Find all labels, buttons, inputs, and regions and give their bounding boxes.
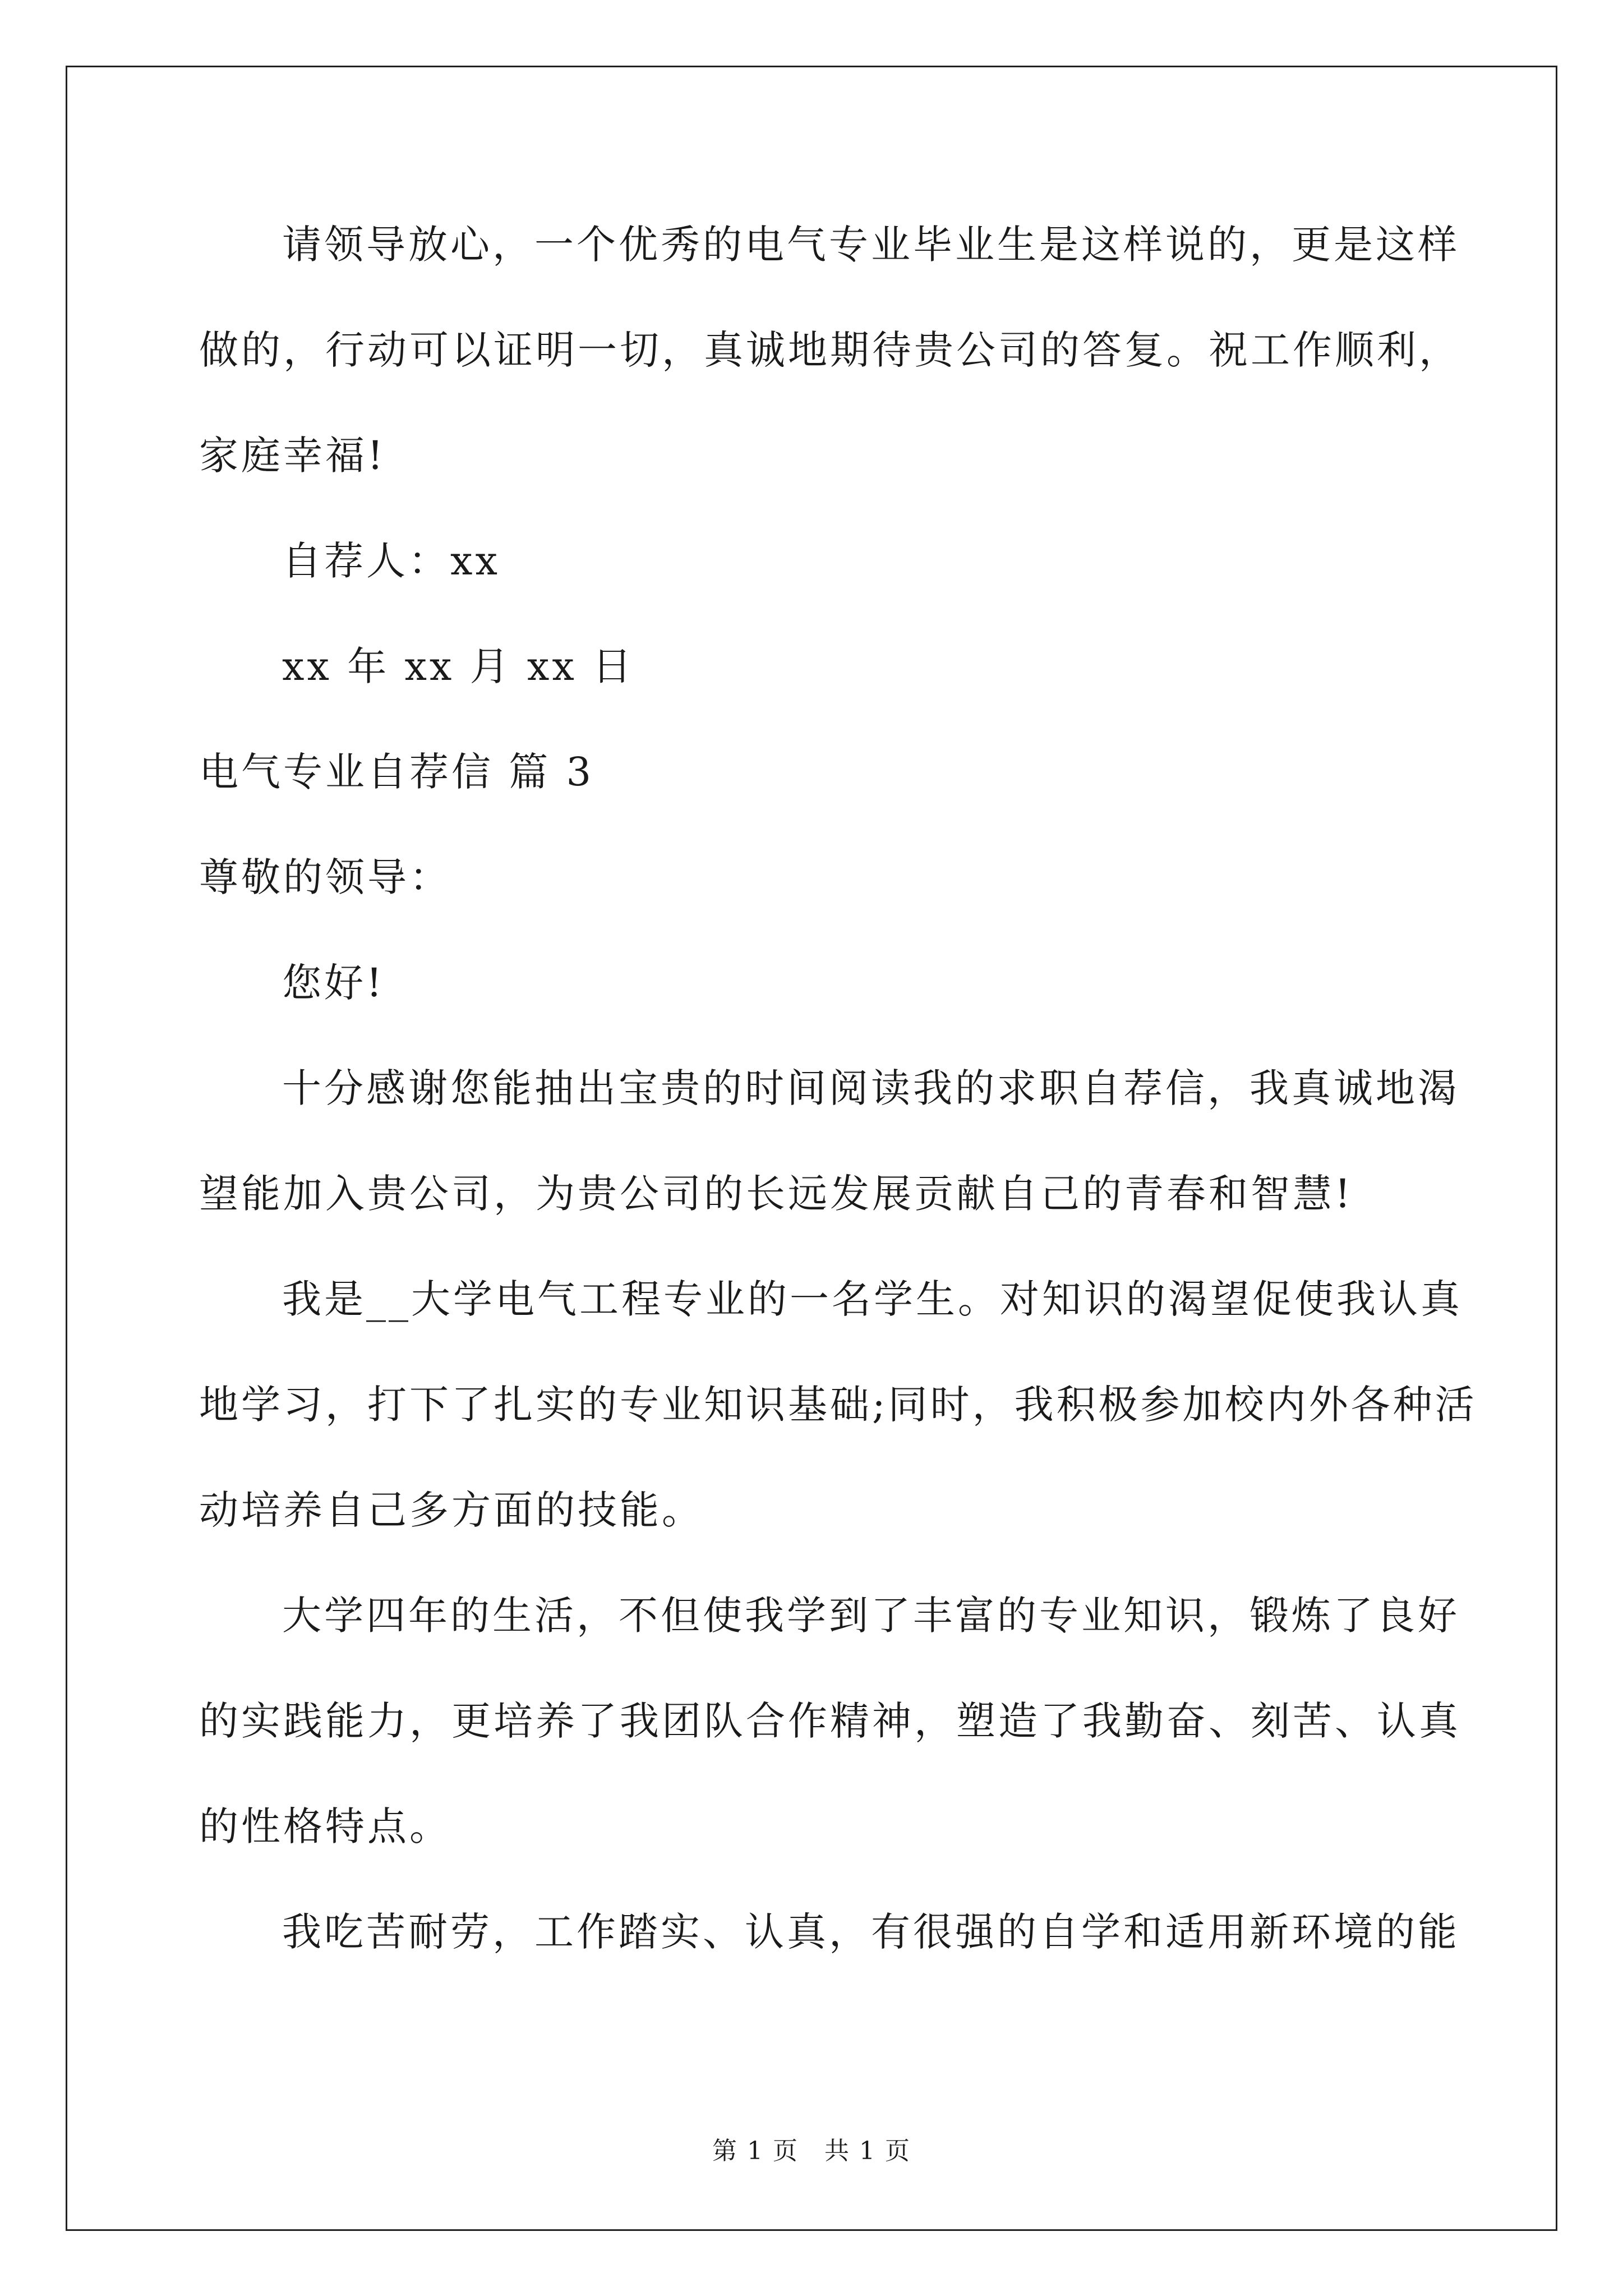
paragraph-line: 十分感谢您能抽出宝贵的时间阅读我的求职自荐信，我真诚地渴 [282, 1065, 1460, 1111]
greeting: 您好! [282, 960, 385, 1006]
salutation: 尊敬的领导： [199, 854, 451, 900]
paragraph-line: 望能加入贵公司，为贵公司的长远发展贡献自己的青春和智慧! [199, 1171, 1354, 1217]
paragraph-line: 请领导放心，一个优秀的电气专业毕业生是这样说的，更是这样 [282, 222, 1460, 268]
date-line: xx 年 xx 月 xx 日 [282, 643, 635, 689]
paragraph-line: 大学四年的生活，不但使我学到了丰富的专业知识，锻炼了良好 [282, 1593, 1460, 1639]
paragraph-line: 的性格特点。 [199, 1803, 451, 1849]
paragraph-line: 我是__大学电气工程专业的一名学生。对知识的渴望促使我认真 [282, 1276, 1463, 1322]
signature-line: 自荐人：xx [282, 538, 500, 584]
paragraph-line: 动培养自己多方面的技能。 [199, 1487, 704, 1533]
paragraph-line: 的实践能力，更培养了我团队合作精神，塑造了我勤奋、刻苦、认真 [199, 1698, 1461, 1744]
section-heading: 电气专业自荐信 篇 3 [199, 749, 594, 795]
paragraph-line: 地学习，打下了扎实的专业知识基础;同时，我积极参加校内外各种活 [199, 1382, 1477, 1428]
paragraph-line: 我吃苦耐劳，工作踏实、认真，有很强的自学和适用新环境的能 [282, 1909, 1460, 1955]
paragraph-line: 家庭幸福! [199, 432, 386, 478]
page-footer: 第 1 页 共 1 页 [712, 2137, 911, 2165]
paragraph-line: 做的，行动可以证明一切，真诚地期待贵公司的答复。祝工作顺利， [199, 327, 1461, 373]
